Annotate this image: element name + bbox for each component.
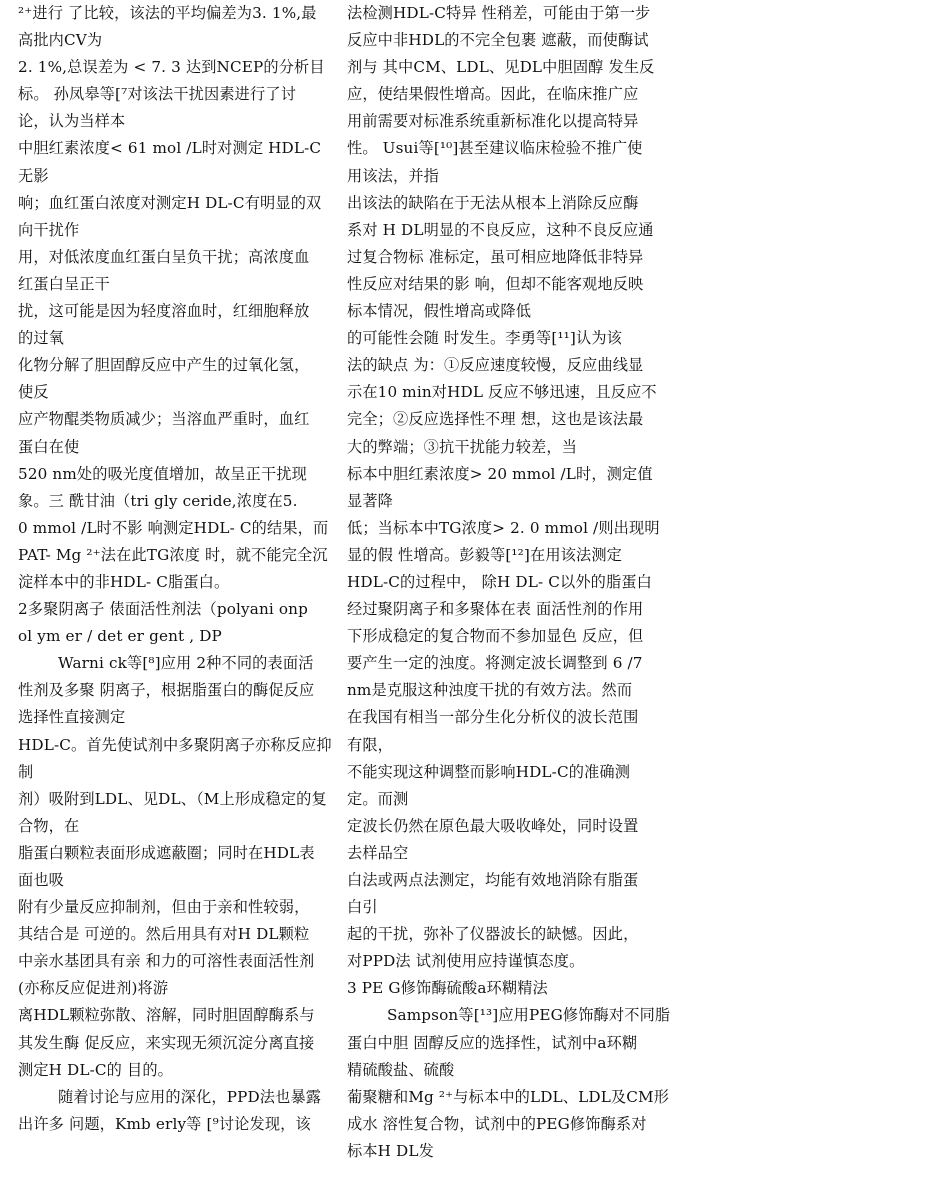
text-line: 精硫酸盐、硫酸 (347, 1060, 455, 1079)
text-line: 剂与 其中CM、LDL、见DL中胆固醇 发生反 (347, 58, 655, 77)
text-line: 法的缺点 为：①反应速度较慢，反应曲线显 (347, 356, 644, 375)
text-line: nm是克服这种浊度干扰的有效方法。然而 (347, 681, 633, 700)
text-line: 葡聚糖和Mg ²⁺与标本中的LDL、LDL及CM形 (347, 1087, 670, 1106)
text-line: 离HDL颗粒弥散、溶解，同时胆固醇酶系与 (18, 1006, 315, 1025)
left-text-column (18, 0, 340, 1138)
text-line: 附有少量反应抑制剂，但由于亲和性较弱， (18, 898, 310, 917)
text-line: 应产物醌类物质减少；当溶血严重时，血红 (18, 410, 310, 429)
text-line: 反应中非HDL的不完全包裹 遮蔽，而使酶试 (347, 31, 649, 50)
text-line: 使反 (18, 383, 49, 402)
text-line: 的可能性会随 时发生。李勇等[¹¹]认为该 (347, 329, 623, 348)
text-line: (亦称反应促进剂)将游 (18, 979, 169, 998)
text-line: 蛋白在使 (18, 437, 80, 456)
text-line: 其结合是 可逆的。然后用具有对H DL颗粒 (18, 925, 310, 944)
text-line: 应，使结果假性增高。因此，在临床推广应 (347, 85, 639, 104)
text-line: 下形成稳定的复合物而不参加显色 反应，但 (347, 627, 644, 646)
text-line: HDL-C。首先使试剂中多聚阴离子亦称反应抑 (18, 735, 332, 754)
text-line: 性反应对结果的影 响，但却不能客观地反映 (347, 274, 644, 293)
text-line: 要产生一定的浊度。将测定波长调整到 6 /7 (347, 654, 643, 673)
text-line: 标。 孙凤皋等[⁷对该法干扰因素进行了讨 (18, 85, 297, 104)
text-line: 0 mmol /L时不影 响测定HDL- C的结果，而 (18, 518, 329, 537)
text-line: 用前需要对标准系统重新标准化以提高特异 (347, 112, 639, 131)
text-line: 过复合物标 准标定，虽可相应地降低非特异 (347, 247, 644, 266)
text-line: 化物分解了胆固醇反应中产生的过氧化氢， (18, 356, 310, 375)
text-line: 论，认为当样本 (18, 112, 126, 131)
text-line: 剂）吸附到LDL、见DL、（M上形成稳定的复 (18, 789, 327, 808)
text-line: 性剂及多聚 阴离子，根据脂蛋白的酶促反应 (18, 681, 315, 700)
text-line: 去样品空 (347, 843, 409, 862)
text-line: HDL-C的过程中， 除H DL- C以外的脂蛋白 (347, 572, 653, 591)
text-line: 显的假 性增高。彭毅等[¹²]在用该法测定 (347, 545, 623, 564)
text-line: 脂蛋白颗粒表面形成遮蔽圈；同时在HDL表 (18, 843, 315, 862)
text-line: Sampson等[¹³]应用PEG修饰酶对不同脂 (387, 1006, 671, 1025)
text-line: 随着讨论与应用的深化，PPD法也暴露 (58, 1087, 322, 1106)
text-line: 的过氧 (18, 329, 65, 348)
text-line: 中胆红素浓度< 61 mol /L时对测定 HDL-C (18, 139, 322, 158)
text-line: 在我国有相当一部分生化分析仪的波长范围 (347, 708, 639, 727)
text-line: 高批内CV为 (18, 31, 103, 50)
text-line: 白法或两点法测定，均能有效地消除有脂蛋 (347, 871, 639, 889)
text-line: 法检测HDL-C特异 性稍差，可能由于第一步 (347, 4, 651, 22)
text-line: 起的干扰，弥补了仪器波长的缺憾。因此， (347, 925, 639, 944)
text-line: 出该法的缺陷在于无法从根本上消除反应酶 (347, 193, 639, 212)
text-line: 面也吸 (18, 871, 65, 889)
text-line: 标本中胆红素浓度> 20 mmol /L时，测定值 (347, 464, 653, 483)
text-line: 系对 H DL明显的不良反应，这种不良反应通 (347, 220, 654, 239)
text-line: Warni ck等[⁸]应用 2种不同的表面活 (58, 654, 314, 673)
text-line: 标本H DL发 (347, 1141, 434, 1160)
text-line: 低；当标本中TG浓度> 2. 0 mmol /则出现明 (347, 518, 660, 537)
text-line: 白引 (347, 898, 378, 917)
text-line: 其发生酶 促反应，来实现无须沉淀分离直接 (18, 1033, 315, 1052)
text-line: 定波长仍然在原色最大吸收峰处，同时设置 (347, 816, 639, 835)
text-line: 2多聚阴离子 俵面活性剂法（polyani onp (18, 600, 308, 619)
text-line: 有限， (347, 735, 394, 754)
text-line: 大的弊端；③抗干扰能力较差，当 (347, 437, 578, 456)
text-line: 不能实现这种调整而影响HDL-C的准确测 (347, 762, 631, 781)
text-line: 扰，这可能是因为轻度溶血时，红细胞释放 (18, 302, 310, 321)
text-line: 红蛋白呈正干 (18, 274, 111, 293)
text-line: 用，对低浓度血红蛋白呈负干扰；高浓度血 (18, 247, 310, 266)
text-line: 显著降 (347, 491, 394, 510)
text-line: 性。 Usui等[¹⁰]甚至建议临床检验不推广使 (347, 139, 643, 158)
text-line: ²⁺进行 了比较，该法的平均偏差为3. 1%,最 (18, 4, 317, 22)
text-line: 用该法，并指 (347, 166, 440, 185)
text-line: 2. 1%,总误差为 < 7. 3 达到NCEP的分析目 (18, 58, 325, 77)
text-line: 无影 (18, 166, 49, 185)
text-line: 制 (18, 762, 34, 781)
text-line: 示在10 min对HDL 反应不够迅速，且反应不 (347, 383, 657, 402)
text-line: 向干扰作 (18, 220, 80, 239)
text-line: 象。三 酰甘油（tri gly ceride,浓度在5. (18, 491, 298, 510)
right-text-column (347, 0, 669, 1165)
text-line: 中亲水基团具有亲 和力的可溶性表面活性剂 (18, 952, 315, 971)
text-line: 测定H DL-C的 目的。 (18, 1060, 173, 1079)
text-line: 选择性直接测定 (18, 708, 126, 727)
text-line: 淀样本中的非HDL- C脂蛋白。 (18, 572, 230, 591)
text-line: 出许多 问题，Kmb erly等 [⁹讨论发现，该 (18, 1114, 311, 1133)
text-line: 蛋白中胆 固醇反应的选择性，试剂中a环糊 (347, 1033, 638, 1052)
text-line: 3 PE G修饰酶硫酸a环糊精法 (347, 979, 548, 998)
text-line: 成水 溶性复合物，试剂中的PEG修饰酶系对 (347, 1114, 647, 1133)
text-line: 经过聚阴离子和多聚体在表 面活性剂的作用 (347, 600, 644, 619)
text-line: PAT- Mg ²⁺法在此TG浓度 时，就不能完全沉 (18, 545, 328, 564)
text-line: 响；血红蛋白浓度对测定H DL-C有明显的双 (18, 193, 322, 212)
text-line: 标本情况，假性增高或降低 (347, 302, 532, 321)
text-line: 520 nm处的吸光度值增加，故呈正干扰现 (18, 464, 307, 483)
text-line: 定。而测 (347, 789, 409, 808)
text-line: 合物，在 (18, 816, 80, 835)
text-line: ol ym er / det er gent , DP (18, 627, 222, 646)
text-line: 完全；②反应选择性不理 想，这也是该法最 (347, 410, 644, 429)
text-line: 对PPD法 试剂使用应持谨慎态度。 (347, 952, 585, 971)
